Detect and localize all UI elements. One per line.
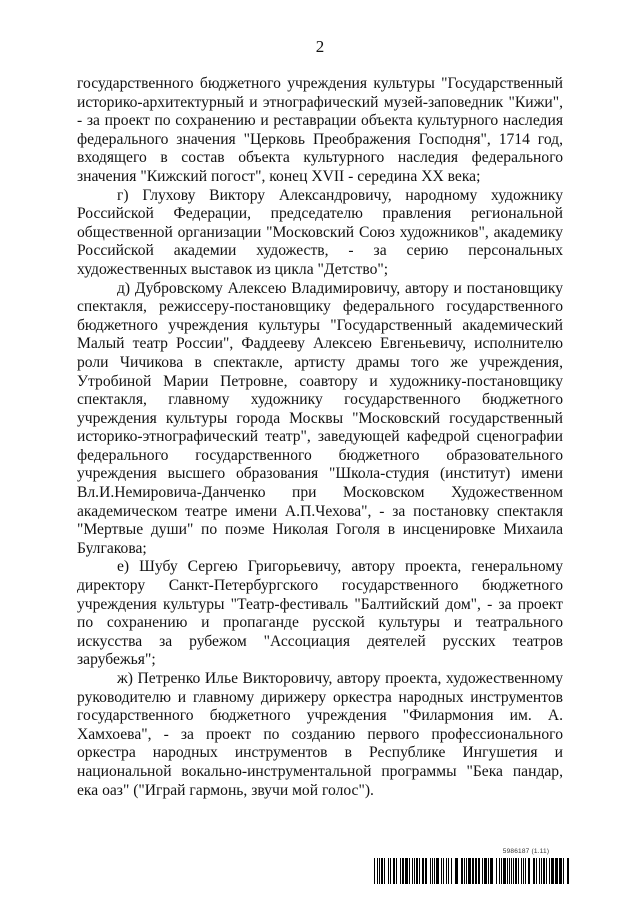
barcode-bar	[555, 858, 558, 884]
barcode-bar	[455, 858, 458, 884]
barcode-bar	[388, 858, 389, 884]
barcode-bar	[441, 858, 442, 884]
paragraph-e: е) Шубу Сергею Григорьевичу, автору проекта, генеральному директору Санкт-Петербургского государственного бюджетного учреждения культуры "Театр-фестиваль "Балтийский дом", - за проект по сохранению и пропаганде русской культуры и театрального искусства за рубежом "Ассоциация деятелей русских театров зарубежья";	[77, 558, 563, 669]
barcode-bar	[496, 858, 497, 884]
barcode-bar	[484, 858, 487, 884]
barcode-bar	[503, 858, 506, 884]
barcode-bar	[563, 858, 564, 884]
barcode-bar	[379, 858, 380, 884]
barcode-bar	[490, 858, 493, 884]
barcode-bar	[488, 858, 489, 884]
barcode-bar	[430, 858, 431, 884]
barcode-bar	[507, 858, 508, 884]
page-number: 2	[315, 37, 325, 56]
barcode-number: 5986187 (1.11)	[502, 848, 550, 855]
barcode-bar	[511, 858, 512, 884]
barcode-bar	[436, 858, 439, 884]
barcode-bar	[461, 858, 463, 884]
paragraph-d: д) Дубровскому Алексею Владимировичу, автору и постановщику спектакля, режиссеру-постановщику федерального государственного бюджетного учреждения культуры "Государственный академический Малый театр России", Фаддееву Алексею Евгеньевичу, исполнителю роли Чичикова в спектакле, артисту драмы того же учреждения, Утробиной Марии Петровне, соавтору и художнику-постановщику спектакля, главному художнику государственного бюджетного учреждения культуры города Москвы "Московский государственный историко-этнографический театр", заведующей кафедрой сценографии федерального государственного бюджетного образовательного учреждения высшего образования "Школа-студия (институт) имени Вл.И.Немировича-Данченко при Московском Художественном академическом театре имени А.П.Чехова", - за постановку спектакля "Мертвые души" по поэме Николая Гоголя в инсценировке Михаила Булгакова;	[77, 279, 563, 557]
barcode-bar	[513, 858, 514, 884]
barcode-image	[374, 858, 570, 884]
barcode-bar	[536, 858, 537, 884]
barcode-bar	[551, 858, 554, 884]
barcode-bar	[543, 858, 545, 884]
barcode-bar	[374, 858, 375, 884]
barcode-bar	[446, 858, 447, 884]
barcode-bar	[409, 858, 410, 884]
barcode-bar	[521, 858, 522, 884]
barcode-bar	[400, 858, 401, 884]
paragraph-continuation: государственного бюджетного учреждения культуры "Государственный историко-архитектурный и этнографический музей-заповедник "Кижи", - за проект по сохранению и реставрации объекта культурного наследия федерального значения "Церковь Преображения Господня", 1714 год, входящего в состав объекта культурного наследия федерального значения "Кижский погост", конец XVII - середина XX века;	[77, 75, 563, 185]
barcode-bar	[549, 858, 550, 884]
barcode-bar	[434, 858, 435, 884]
barcode-bar	[412, 858, 413, 884]
barcode-bar	[546, 858, 547, 884]
barcode-bar	[482, 858, 483, 884]
paragraph-g: г) Глухову Виктору Александровичу, народному художнику Российской Федерации, председателю правления региональной общественной организации "Московский Союз художников", академику Российской академии художеств, - за серию персональных художественных выставок из цикла "Детство";	[77, 186, 563, 278]
barcode-bar	[443, 858, 444, 884]
barcode-bar	[515, 858, 517, 884]
barcode-bar	[384, 858, 385, 884]
paragraph-zh: ж) Петренко Илье Викторовичу, автору проекта, художественному руководителю и главному дирижеру оркестра народных инструментов государственного бюджетного учреждения "Филармония им. А. Хамхоева", - за проект по созданию первого профессионального оркестра народных инструментов в Республике Ингушетия и национальной вокально-инструментальной программы "Бека пандар, ека оаз" ("Играй гармонь, звучи мой голос").	[77, 670, 563, 799]
barcode-bar	[541, 858, 542, 884]
barcode-bar	[414, 858, 415, 884]
barcode-bar	[402, 858, 404, 884]
barcode-bar	[559, 858, 562, 884]
barcode-bar	[377, 858, 378, 884]
barcode-bar	[416, 858, 418, 884]
barcode-bar	[525, 858, 526, 884]
barcode-bar	[419, 858, 420, 884]
barcode-bar	[464, 858, 465, 884]
barcode-bar	[432, 858, 433, 884]
barcode-bar	[466, 858, 467, 884]
barcode-bar	[518, 858, 519, 884]
barcode-bar	[422, 858, 424, 884]
barcode-bar	[472, 858, 474, 884]
barcode-bar	[475, 858, 477, 884]
barcode-bar	[448, 858, 449, 884]
barcode-bar	[533, 858, 535, 884]
barcode-bar	[451, 858, 452, 884]
barcode-bar	[523, 858, 524, 884]
barcode-bar	[405, 858, 408, 884]
barcode-bar	[528, 858, 530, 884]
barcode-bar	[499, 858, 500, 884]
barcode-bar	[390, 858, 391, 884]
barcode-bar	[539, 858, 540, 884]
barcode-bar	[478, 858, 480, 884]
barcode-bar	[468, 858, 471, 884]
barcode-bar	[381, 858, 383, 884]
barcode-bar	[396, 858, 397, 884]
barcode-bar	[425, 858, 427, 884]
barcode-bar	[567, 858, 569, 884]
barcode-bar	[501, 858, 502, 884]
barcode-bar	[393, 858, 395, 884]
barcode-bar	[509, 858, 510, 884]
document-body	[77, 75, 563, 800]
